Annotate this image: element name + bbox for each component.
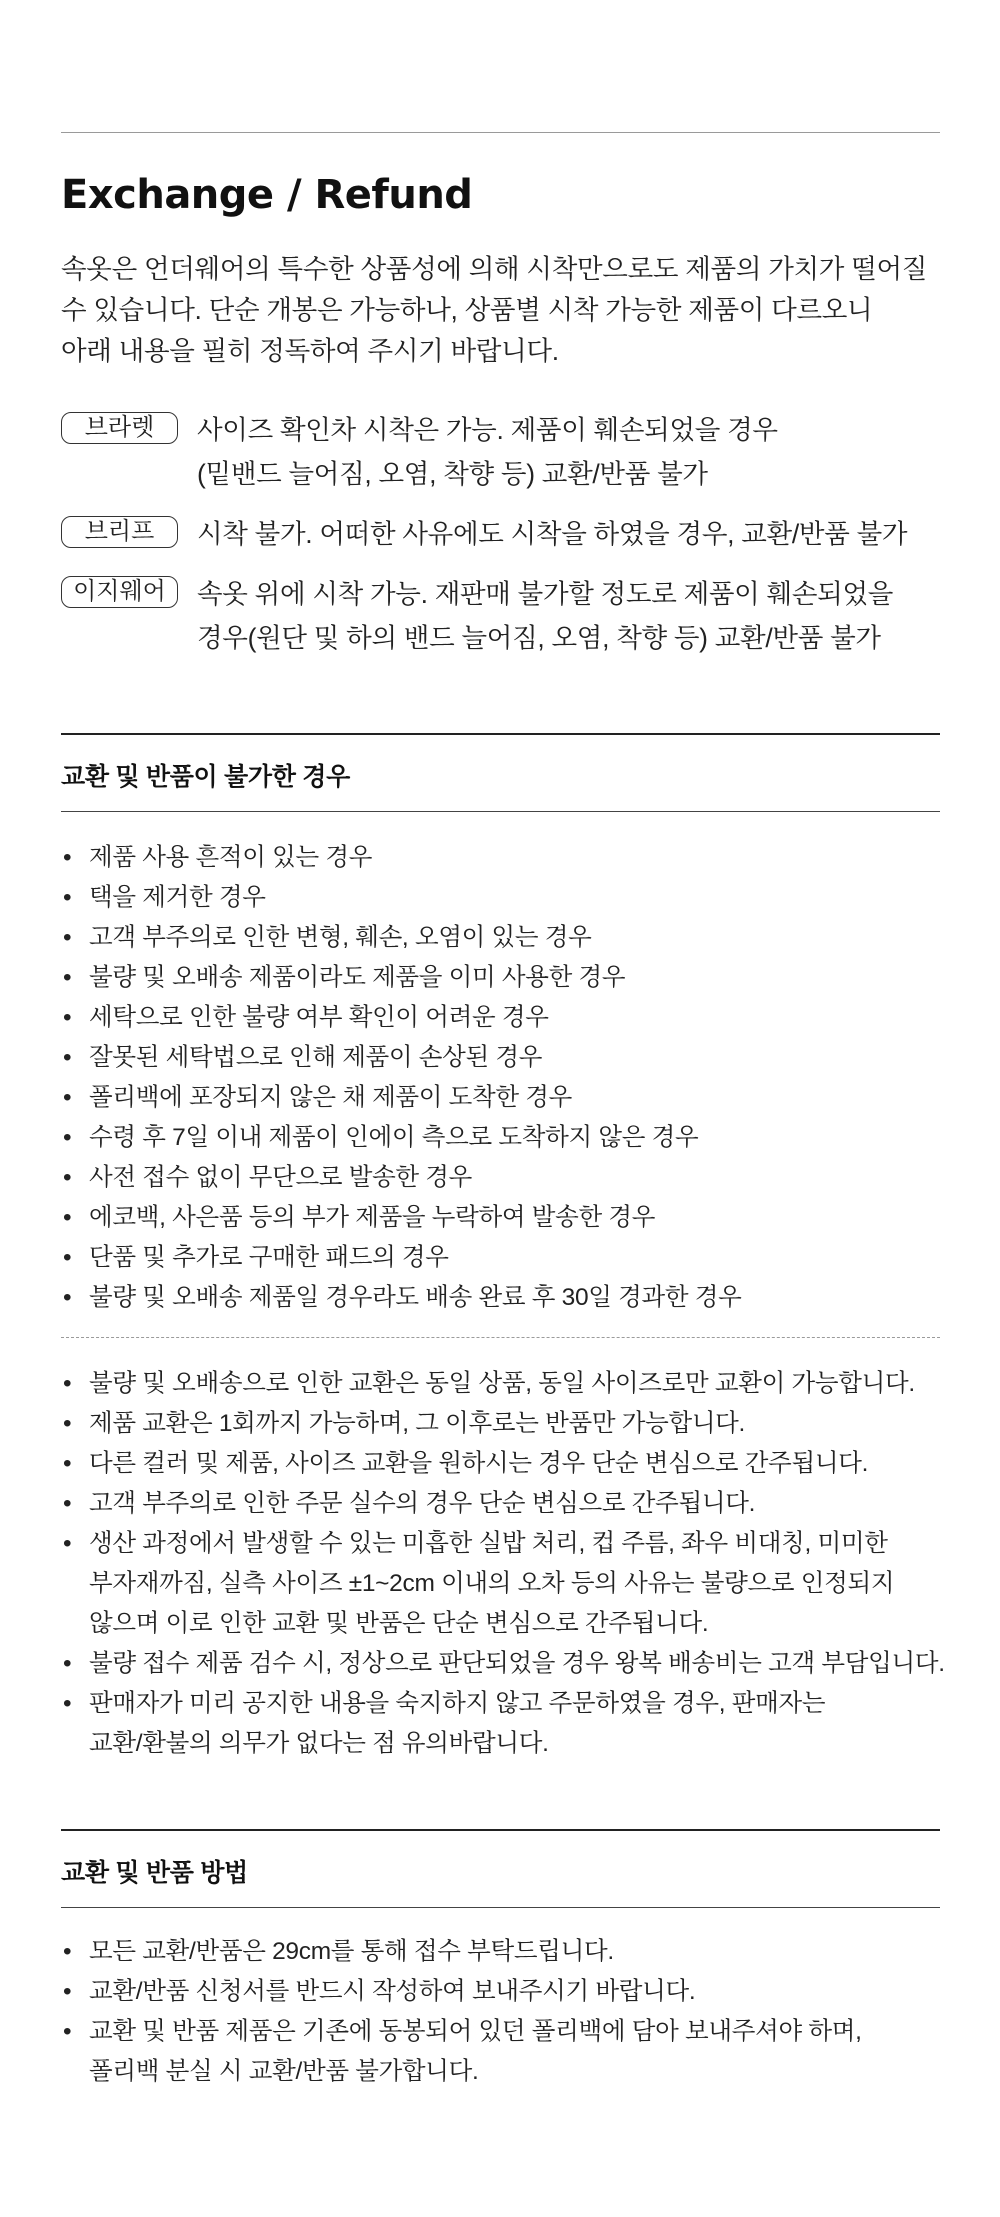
rule-text — [197, 408, 957, 496]
rule-text — [197, 572, 957, 660]
section-divider — [61, 1907, 940, 1908]
top-divider — [61, 132, 940, 133]
list-item: • 수령 후 7일 이내 제품이 인에이 측으로 도착하지 않은 경우 — [61, 1118, 940, 1158]
section-divider — [61, 811, 940, 812]
list-item: • 세탁으로 인한 불량 여부 확인이 어려운 경우 — [61, 998, 940, 1038]
list-item: • 택을 제거한 경우 — [61, 878, 940, 918]
intro-text — [61, 249, 951, 372]
section-divider — [61, 1829, 940, 1831]
list-item: • 사전 접수 없이 무단으로 발송한 경우 — [61, 1158, 940, 1198]
intro-line: 수 있습니다. 단순 개봉은 가능하나, 상품별 시착 가능한 제품이 다르오니 — [61, 295, 873, 325]
rule-text — [197, 512, 957, 556]
category-badge: 이지웨어 — [61, 576, 178, 608]
list-item: • 불량 및 오배송 제품일 경우라도 배송 완료 후 30일 경과한 경우 — [61, 1278, 940, 1318]
list-item: • 불량 및 오배송 제품이라도 제품을 이미 사용한 경우 — [61, 958, 940, 998]
section-divider — [61, 733, 940, 735]
list-item: • 교환/반품 신청서를 반드시 작성하여 보내주시기 바랍니다. — [61, 1972, 940, 2012]
rule-line: 사이즈 확인차 시착은 가능. 제품이 훼손되었을 경우 — [197, 415, 778, 445]
section-title-method: 교환 및 반품 방법 — [61, 1859, 248, 1887]
list-item: • 모든 교환/반품은 29cm를 통해 접수 부탁드립니다. — [61, 1932, 940, 1972]
list-item: • 잘못된 세탁법으로 인해 제품이 손상된 경우 — [61, 1038, 940, 1078]
intro-line: 아래 내용을 필히 정독하여 주시기 바랍니다. — [61, 336, 559, 366]
intro-line: 속옷은 언더웨어의 특수한 상품성에 의해 시착만으로도 제품의 가치가 떨어질 — [61, 254, 928, 284]
list-item: • 고객 부주의로 인한 주문 실수의 경우 단순 변심으로 간주됩니다. — [61, 1484, 940, 1524]
category-badge: 브리프 — [61, 516, 178, 548]
rule-line: 시착 불가. 어떠한 사유에도 시착을 하였을 경우, 교환/반품 불가 — [197, 519, 908, 549]
category-badge: 브라렛 — [61, 412, 178, 444]
section-title-not-allowed: 교환 및 반품이 불가한 경우 — [61, 763, 350, 791]
list-item: • 교환 및 반품 제품은 기존에 동봉되어 있던 폴리백에 담아 보내주셔야 하며, 폴리백 분실 시 교환/반품 불가합니다. — [61, 2012, 940, 2092]
list-item: • 단품 및 추가로 구매한 패드의 경우 — [61, 1238, 940, 1278]
list-item: • 다른 컬러 및 제품, 사이즈 교환을 원하시는 경우 단순 변심으로 간주됩니다. — [61, 1444, 940, 1484]
rule-line: (밑밴드 늘어짐, 오염, 착향 등) 교환/반품 불가 — [197, 459, 708, 489]
notice-list — [61, 1364, 945, 1764]
list-item: • 제품 교환은 1회까지 가능하며, 그 이후로는 반품만 가능합니다. — [61, 1404, 940, 1444]
method-list — [61, 1932, 940, 2092]
list-item: • 고객 부주의로 인한 변형, 훼손, 오염이 있는 경우 — [61, 918, 940, 958]
rule-line: 속옷 위에 시착 가능. 재판매 불가할 정도로 제품이 훼손되었을 — [197, 579, 894, 609]
list-item: • 생산 과정에서 발생할 수 있는 미흡한 실밥 처리, 컵 주름, 좌우 비대칭, 미미한 부자재까짐, 실측 사이즈 ±1~2cm 이내의 오차 등의 사유는 불량으로 인정되지 않으며 이로 인한 교환 및 반품은 단순 변심으로 간주됩니다. — [61, 1524, 940, 1644]
page-title: Exchange / Refund — [61, 172, 473, 218]
list-item: • 폴리백에 포장되지 않은 채 제품이 도착한 경우 — [61, 1078, 940, 1118]
dashed-divider — [61, 1337, 940, 1338]
list-item: • 에코백, 사은품 등의 부가 제품을 누락하여 발송한 경우 — [61, 1198, 940, 1238]
list-item: • 제품 사용 흔적이 있는 경우 — [61, 838, 940, 878]
list-item: • 판매자가 미리 공지한 내용을 숙지하지 않고 주문하였을 경우, 판매자는 교환/환불의 의무가 없다는 점 유의바랍니다. — [61, 1684, 940, 1764]
not-allowed-list — [61, 838, 940, 1318]
list-item: • 불량 접수 제품 검수 시, 정상으로 판단되었을 경우 왕복 배송비는 고객 부담입니다. — [61, 1644, 940, 1684]
list-item: • 불량 및 오배송으로 인한 교환은 동일 상품, 동일 사이즈로만 교환이 가능합니다. — [61, 1364, 940, 1404]
rule-line: 경우(원단 및 하의 밴드 늘어짐, 오염, 착향 등) 교환/반품 불가 — [197, 623, 881, 653]
